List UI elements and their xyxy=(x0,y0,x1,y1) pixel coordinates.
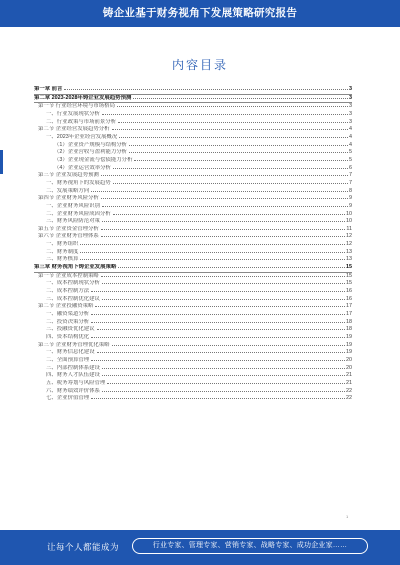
toc-leader-dots xyxy=(107,383,345,384)
toc-entry-title: 三、财务风险防范对策 xyxy=(46,218,100,225)
toc-leader-dots xyxy=(101,198,348,199)
toc-entry[interactable] xyxy=(34,256,352,264)
toc-entry[interactable] xyxy=(34,211,352,219)
toc-leader-dots xyxy=(102,391,345,392)
toc-leader-dots xyxy=(113,214,345,215)
toc-leader-dots xyxy=(133,98,348,99)
toc-entry-title: 一、财务组织 xyxy=(46,241,79,248)
footer-banner xyxy=(0,530,400,565)
toc-entry-title: 二、发展策略方向 xyxy=(46,187,90,194)
toc-leader-dots xyxy=(118,267,345,268)
toc-entry-title: 二、行业政策与市场前景分析 xyxy=(46,118,117,125)
toc-entry[interactable] xyxy=(34,326,352,334)
toc-entry[interactable] xyxy=(34,241,352,249)
toc-leader-dots xyxy=(113,183,348,184)
toc-leader-dots xyxy=(80,252,345,253)
toc-entry-title: 三、内部控制体系建设 xyxy=(46,364,100,371)
toc-entry-title: 一、融资渠道分析 xyxy=(46,311,90,318)
toc-entry-title: 二、全面预算管理 xyxy=(46,356,90,363)
footer-roles: 行业专家、管理专家、营销专家、战略专家、成功企业家…… xyxy=(132,538,368,554)
toc-entry[interactable] xyxy=(34,273,352,281)
toc-leader-dots xyxy=(101,236,345,237)
toc-entry-page: 3 xyxy=(349,86,352,92)
toc-entry-page: 19 xyxy=(346,349,352,356)
toc-entry-title: 一、成本控制现状分析 xyxy=(46,280,100,287)
toc-leader-dots xyxy=(97,329,345,330)
toc-leader-dots xyxy=(102,368,345,369)
toc-entry[interactable] xyxy=(34,165,352,173)
toc-leader-dots xyxy=(117,106,348,107)
toc-entry[interactable] xyxy=(34,319,352,327)
toc-leader-dots xyxy=(129,145,348,146)
toc-entry[interactable] xyxy=(34,103,352,111)
toc-entry-title: 三、财务核算 xyxy=(46,256,79,263)
table-of-contents xyxy=(34,86,352,403)
toc-leader-dots xyxy=(101,229,346,230)
toc-leader-dots xyxy=(91,191,348,192)
toc-entry-title: 第二章 2023-2028年铸企业发展趋势预测 xyxy=(34,94,132,101)
toc-leader-dots xyxy=(91,291,345,292)
toc-entry[interactable] xyxy=(34,86,352,95)
toc-entry-page: 15 xyxy=(346,272,352,279)
toc-entry[interactable] xyxy=(34,388,352,396)
toc-entry-page: 3 xyxy=(349,94,352,101)
toc-entry[interactable] xyxy=(34,342,352,350)
toc-entry-title: 第一章 前言 xyxy=(34,86,63,92)
toc-entry[interactable] xyxy=(34,180,352,188)
toc-leader-dots xyxy=(102,114,348,115)
toc-entry[interactable] xyxy=(34,311,352,319)
toc-entry-title: 五、税务筹划与风险管理 xyxy=(46,379,106,386)
toc-entry-page: 9 xyxy=(349,202,352,209)
toc-entry[interactable] xyxy=(34,126,352,134)
toc-entry-title: 二、投资决策分析 xyxy=(46,318,90,325)
toc-entry[interactable] xyxy=(34,218,352,226)
page-number: 1 xyxy=(346,514,349,519)
toc-entry-page: 22 xyxy=(346,387,352,394)
toc-entry[interactable] xyxy=(34,119,352,127)
toc-entry-page: 20 xyxy=(346,364,352,371)
toc-entry-page: 5 xyxy=(349,156,352,163)
toc-entry-title: 四、财务人才队伍建设 xyxy=(46,372,100,379)
toc-entry-page: 16 xyxy=(346,295,352,302)
toc-entry-page: 18 xyxy=(346,326,352,333)
toc-entry-page: 7 xyxy=(349,179,352,186)
toc-entry-title: 第二节 企业经营发展趋势分析 xyxy=(38,126,110,133)
toc-entry-title: 一、行业发展现状分析 xyxy=(46,110,100,117)
toc-entry-title: 第六节 企业财务管理体系 xyxy=(38,233,99,240)
toc-leader-dots xyxy=(112,129,348,130)
toc-entry[interactable] xyxy=(34,349,352,357)
toc-entry-page: 17 xyxy=(346,311,352,318)
toc-leader-dots xyxy=(102,375,345,376)
toc-entry-page: 15 xyxy=(346,264,352,271)
toc-entry[interactable] xyxy=(34,303,352,311)
toc-entry-title: 第三章 财务视角下铸企业发展策略 xyxy=(34,264,117,271)
toc-entry-page: 18 xyxy=(346,318,352,325)
toc-leader-dots xyxy=(91,360,345,361)
toc-entry-page: 4 xyxy=(349,133,352,140)
toc-leader-dots xyxy=(101,175,348,176)
toc-entry-title: 三、投融资优化建议 xyxy=(46,326,95,333)
side-tab-marker xyxy=(0,150,3,174)
toc-leader-dots xyxy=(95,306,345,307)
toc-entry-title: 第一节 企业成本控制策略 xyxy=(38,272,99,279)
toc-entry-page: 7 xyxy=(349,172,352,179)
toc-entry-page: 6 xyxy=(349,164,352,171)
toc-entry-page: 4 xyxy=(349,126,352,133)
toc-entry[interactable] xyxy=(34,149,352,157)
toc-entry-page: 22 xyxy=(346,395,352,402)
toc-leader-dots xyxy=(97,352,345,353)
toc-entry-page: 19 xyxy=(346,341,352,348)
report-title: 铸企业基于财务视角下发展策略研究报告 xyxy=(102,7,298,19)
toc-entry[interactable] xyxy=(34,172,352,180)
toc-entry-page: 21 xyxy=(346,372,352,379)
toc-entry-page: 13 xyxy=(346,248,352,255)
toc-entry-title: （1）企业资产规模与结构分析 xyxy=(54,141,128,148)
toc-entry-page: 4 xyxy=(349,141,352,148)
toc-entry-page: 13 xyxy=(346,256,352,263)
toc-leader-dots xyxy=(119,137,348,138)
toc-entry[interactable] xyxy=(34,357,352,365)
toc-entry-title: 三、成本控制优化建议 xyxy=(46,295,100,302)
toc-entry[interactable] xyxy=(34,249,352,257)
toc-heading: 内容目录 xyxy=(171,58,228,72)
toc-entry-title: 二、财务制度 xyxy=(46,248,79,255)
toc-entry-page: 9 xyxy=(349,195,352,202)
report-header xyxy=(0,0,400,27)
toc-entry-title: （3）企业现金流与偿债能力分析 xyxy=(54,156,133,163)
toc-entry-title: （4）企业运营效率分析 xyxy=(54,164,111,171)
toc-entry-title: 一、企业财务风险识别 xyxy=(46,202,100,209)
toc-entry[interactable] xyxy=(34,95,352,104)
toc-entry-page: 21 xyxy=(346,379,352,386)
toc-entry-page: 3 xyxy=(349,118,352,125)
toc-entry[interactable] xyxy=(34,111,352,119)
toc-entry-title: 第五节 企业资金管理分析 xyxy=(38,225,99,232)
toc-entry-page: 5 xyxy=(349,149,352,156)
toc-entry-page: 12 xyxy=(346,241,352,248)
toc-leader-dots xyxy=(64,89,348,90)
toc-entry-title: 第三节 企业发展趋势预测 xyxy=(38,172,99,179)
toc-entry-title: （2）企业营收与盈利能力分析 xyxy=(54,149,128,156)
toc-entry-page: 10 xyxy=(346,218,352,225)
toc-entry-page: 16 xyxy=(346,288,352,295)
toc-entry[interactable] xyxy=(34,157,352,165)
toc-entry-page: 12 xyxy=(346,233,352,240)
toc-entry-page: 17 xyxy=(346,303,352,310)
toc-entry-title: 一、财务视角下的发展趋势 xyxy=(46,179,111,186)
toc-entry[interactable] xyxy=(34,288,352,296)
toc-entry[interactable] xyxy=(34,134,352,142)
toc-entry[interactable] xyxy=(34,195,352,203)
toc-entry[interactable] xyxy=(34,334,352,342)
toc-leader-dots xyxy=(102,283,345,284)
toc-entry[interactable] xyxy=(34,142,352,150)
toc-leader-dots xyxy=(129,152,348,153)
toc-leader-dots xyxy=(134,160,348,161)
toc-entry-page: 15 xyxy=(346,280,352,287)
toc-entry[interactable] xyxy=(34,203,352,211)
toc-entry[interactable] xyxy=(34,372,352,380)
toc-entry-page: 19 xyxy=(346,334,352,340)
toc-entry-title: 第四节 企业财务风险分析 xyxy=(38,195,99,202)
toc-leader-dots xyxy=(91,314,345,315)
toc-leader-dots xyxy=(118,122,348,123)
toc-entry[interactable] xyxy=(34,233,352,241)
toc-leader-dots xyxy=(102,299,345,300)
toc-leader-dots xyxy=(102,206,348,207)
toc-leader-dots xyxy=(91,322,345,323)
toc-entry-page: 3 xyxy=(349,103,352,110)
toc-entry-page: 3 xyxy=(349,110,352,117)
toc-leader-dots xyxy=(113,168,348,169)
toc-leader-dots xyxy=(101,276,345,277)
toc-entry-title: 二、成本控制方法 xyxy=(46,288,90,295)
toc-entry-title: 一、2023年企业经营发展概况 xyxy=(46,133,118,140)
toc-entry-title: 六、财务绩效评价体系 xyxy=(46,387,100,394)
toc-entry[interactable] xyxy=(34,380,352,388)
toc-entry-page: 10 xyxy=(346,210,352,217)
footer-slogan: 让每个人都能成为 xyxy=(47,542,120,552)
toc-entry-page: 20 xyxy=(346,356,352,363)
toc-entry[interactable] xyxy=(34,395,352,403)
toc-entry-title: 七、企业价值管理 xyxy=(46,395,90,402)
toc-entry-page: 11 xyxy=(346,225,352,232)
toc-entry-title: 四、资本结构优化 xyxy=(46,334,90,340)
toc-leader-dots xyxy=(91,337,345,338)
toc-entry-title: 第三节 企业财务管理优化策略 xyxy=(38,341,110,348)
toc-entry-title: 第一节 行业经营环境与市场格局 xyxy=(38,103,115,110)
toc-leader-dots xyxy=(80,259,345,260)
toc-entry-title: 二、企业财务风险成因分析 xyxy=(46,210,111,217)
toc-entry-title: 第二节 企业投融资策略 xyxy=(38,303,94,310)
toc-leader-dots xyxy=(80,244,345,245)
toc-entry-page: 8 xyxy=(349,187,352,194)
toc-leader-dots xyxy=(102,221,345,222)
toc-entry[interactable] xyxy=(34,188,352,196)
toc-entry[interactable] xyxy=(34,264,352,273)
toc-entry[interactable] xyxy=(34,280,352,288)
toc-entry-title: 一、财务信息化建设 xyxy=(46,349,95,356)
toc-entry[interactable] xyxy=(34,365,352,373)
toc-entry[interactable] xyxy=(34,226,352,234)
toc-entry[interactable] xyxy=(34,296,352,304)
toc-leader-dots xyxy=(112,345,345,346)
toc-leader-dots xyxy=(91,398,345,399)
